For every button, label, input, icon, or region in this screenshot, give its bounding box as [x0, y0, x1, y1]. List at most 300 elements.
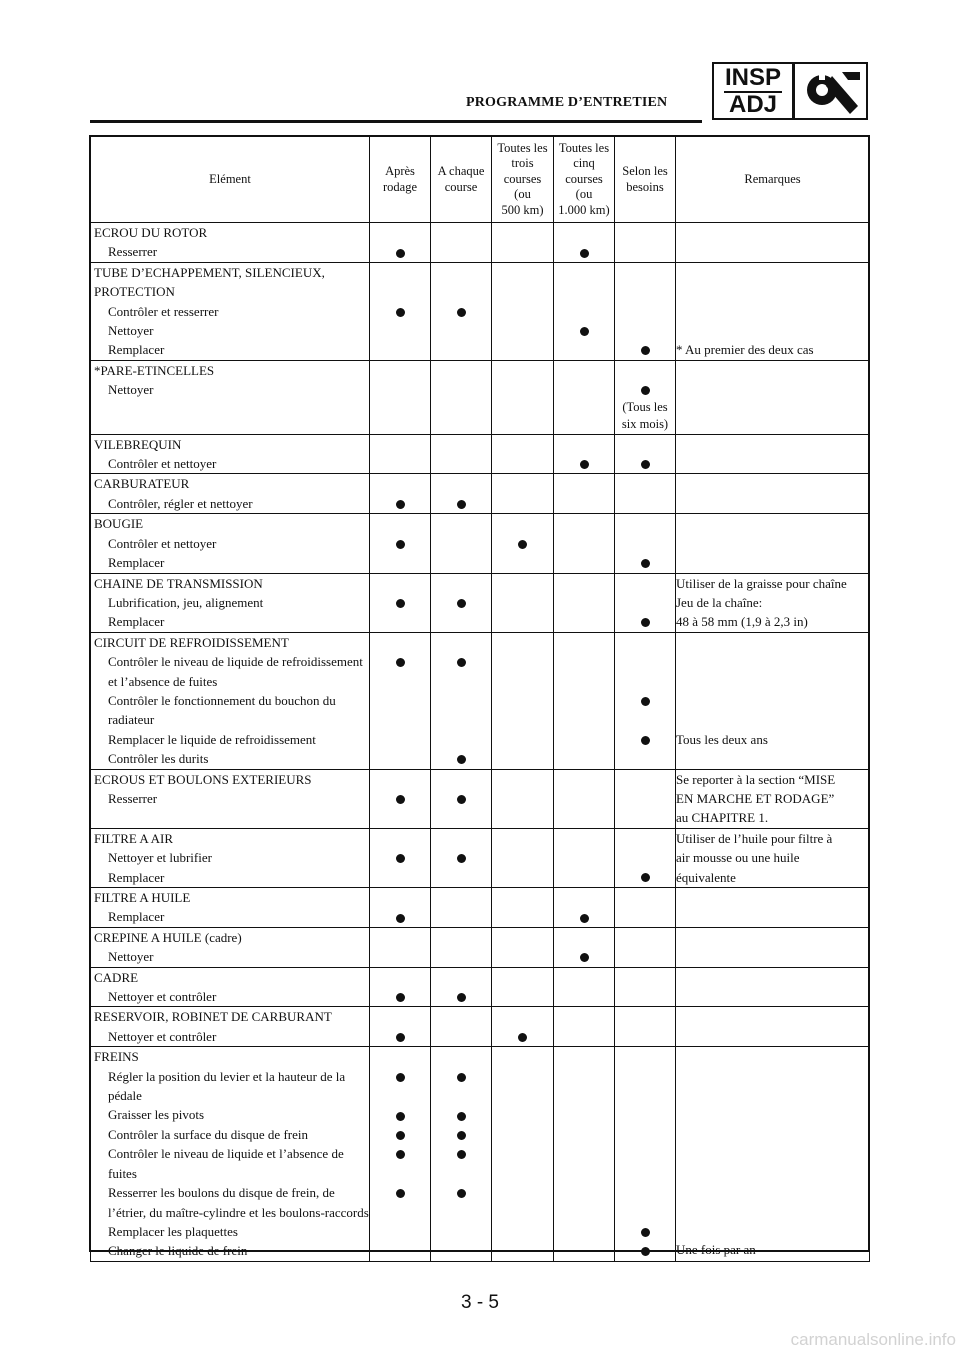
- interval-cell: [615, 632, 676, 769]
- bullet-mark: [396, 249, 405, 258]
- mark-slot: [554, 321, 614, 340]
- interval-cell: [492, 1047, 554, 1261]
- page-title: PROGRAMME D’ENTRETIEN: [466, 95, 668, 110]
- remark-line: Une fois par an: [676, 1242, 756, 1258]
- interval-cell: [431, 888, 492, 928]
- table-row: [91, 434, 870, 474]
- remark-slot: [676, 1105, 869, 1124]
- title-spacer: [615, 361, 675, 380]
- bullet-mark: [457, 854, 466, 863]
- remarks-cell: [676, 514, 870, 573]
- mark-slot: [554, 947, 614, 966]
- title-spacer: [615, 514, 675, 533]
- task-label: Graisser les pivots: [108, 1107, 205, 1123]
- interval-cell: [370, 632, 431, 769]
- bullet-mark: [641, 386, 650, 395]
- remark-slot: [676, 454, 869, 473]
- title-spacer: [554, 574, 614, 593]
- title-spacer: [676, 514, 869, 533]
- interval-cell: [554, 434, 615, 474]
- interval-cell: [370, 828, 431, 887]
- interval-cell: [492, 360, 554, 434]
- column-header-line: Elément: [209, 171, 251, 186]
- interval-cell: [370, 1047, 431, 1261]
- mark-slot: [492, 730, 553, 749]
- task-label: Contrôler et nettoyer: [108, 535, 217, 551]
- bullet-mark: [396, 1131, 405, 1140]
- interval-cell: [615, 769, 676, 828]
- mark-slot: [492, 1240, 553, 1259]
- title-spacer: [370, 829, 430, 848]
- interval-cell: [554, 888, 615, 928]
- section-title: BOUGIE: [94, 516, 144, 532]
- remarks-cell: [676, 927, 870, 967]
- mark-slot: [615, 1182, 675, 1221]
- title-spacer: [492, 928, 553, 947]
- column-header-line: cinq: [573, 156, 595, 171]
- interval-cell: [615, 474, 676, 514]
- column-header-6: [676, 137, 870, 223]
- remark-line: EN MARCHE ET RODAGE”: [676, 790, 835, 806]
- column-header-line: courses: [503, 171, 542, 186]
- task-label: Nettoyer: [108, 949, 154, 965]
- column-header-line: Selon les: [622, 164, 668, 178]
- mark-slot: [370, 1143, 430, 1182]
- bullet-mark: [396, 914, 405, 923]
- remark-line: Utiliser de l’huile pour filtre à: [676, 830, 833, 846]
- title-spacer: [554, 1007, 614, 1026]
- mark-slot: [431, 1182, 491, 1221]
- bullet-mark: [580, 249, 589, 258]
- mark-slot: [431, 789, 491, 808]
- mark-slot: [615, 987, 675, 1006]
- mark-slot: [492, 907, 553, 926]
- interval-cell: [615, 967, 676, 1007]
- remark-slot: [676, 380, 869, 399]
- bullet-mark: [580, 914, 589, 923]
- section-title: ECROU DU ROTOR: [94, 225, 208, 240]
- title-spacer: [554, 829, 614, 848]
- interval-cell: [554, 769, 615, 828]
- remarks-cell: [676, 1007, 870, 1047]
- mark-slot: [615, 789, 675, 808]
- mark-slot: [492, 1182, 553, 1221]
- mark-slot: [370, 593, 430, 612]
- task-label: Remplacer le liquide de refroidissement: [108, 731, 316, 747]
- task-label: Remplacer: [108, 342, 165, 358]
- column-header-line: A chaque: [437, 164, 485, 178]
- mark-slot: [615, 302, 675, 321]
- interval-cell: [554, 474, 615, 514]
- interval-cell: [492, 1007, 554, 1047]
- mark-slot: [492, 749, 553, 768]
- mark-slot: [431, 321, 491, 340]
- remark-slot: [676, 493, 869, 512]
- element-cell: [91, 514, 370, 573]
- mark-slot: [492, 848, 553, 867]
- wrench-icon: [796, 66, 866, 118]
- mark-slot: [370, 1105, 430, 1124]
- mark-slot: [370, 612, 430, 631]
- mark-slot: [370, 848, 430, 867]
- title-spacer: [370, 888, 430, 907]
- table-header-row: [91, 137, 870, 223]
- bullet-mark: [457, 1189, 466, 1198]
- bullet-mark: [457, 308, 466, 317]
- interval-cell: [615, 828, 676, 887]
- column-header-line: course: [444, 179, 478, 194]
- mark-slot: [370, 242, 430, 261]
- remarks-cell: [676, 1047, 870, 1261]
- remark-slot: [676, 1182, 869, 1221]
- task-label: Lubrification, jeu, alignement: [108, 594, 264, 610]
- title-spacer: [676, 361, 869, 380]
- bullet-mark: [396, 1073, 405, 1082]
- mark-slot: [492, 321, 553, 340]
- mark-slot: [554, 533, 614, 552]
- title-spacer: [431, 888, 491, 907]
- title-spacer: [370, 514, 430, 533]
- title-spacer: [554, 928, 614, 947]
- title-spacer: [431, 770, 491, 789]
- remark-line: 48 à 58 mm (1,9 à 2,3 in): [676, 614, 808, 630]
- mark-slot: [370, 730, 430, 749]
- table-row: [91, 888, 870, 928]
- section-title: CHAINE DE TRANSMISSION: [94, 575, 263, 591]
- interval-cell: [431, 434, 492, 474]
- mark-slot: [615, 1066, 675, 1105]
- mark-slot: [492, 691, 553, 730]
- mark-slot: [554, 1066, 614, 1105]
- mark-slot: [615, 1240, 675, 1259]
- remark-slot: [676, 321, 869, 340]
- mark-slot: [431, 302, 491, 321]
- interval-cell: [492, 514, 554, 573]
- watermark: carmanualsonline.info: [790, 1330, 956, 1349]
- bullet-mark: [457, 658, 466, 667]
- mark-slot: [615, 749, 675, 768]
- remark-slot: [676, 947, 869, 966]
- column-header-line: 500 km): [501, 202, 544, 217]
- mark-slot: [554, 612, 614, 631]
- element-cell: [91, 828, 370, 887]
- title-spacer: [676, 888, 869, 907]
- remark-slot: [676, 691, 869, 730]
- mark-slot: [615, 612, 675, 631]
- mark-slot: [615, 947, 675, 966]
- mark-slot: [554, 907, 614, 926]
- remarks-cell: [676, 573, 870, 632]
- task-label: Nettoyer: [108, 323, 154, 339]
- column-header-line: rodage: [382, 179, 417, 194]
- remark-slot: [676, 1066, 869, 1105]
- interval-cell: [431, 514, 492, 573]
- remarks-cell: [676, 888, 870, 928]
- remarks-cell: [676, 223, 870, 263]
- interval-cell: [615, 1007, 676, 1047]
- title-spacer: [676, 928, 869, 947]
- element-cell: [91, 927, 370, 967]
- mark-slot: [431, 987, 491, 1006]
- mark-slot: [370, 1182, 430, 1221]
- mark-slot: [492, 533, 553, 552]
- mark-slot: [431, 380, 491, 399]
- mark-slot: [554, 1240, 614, 1259]
- bullet-mark: [396, 795, 405, 804]
- mark-slot: [370, 867, 430, 886]
- title-spacer: [615, 888, 675, 907]
- title-spacer: [676, 435, 869, 454]
- title-spacer: [615, 223, 675, 242]
- bullet-mark: [457, 599, 466, 608]
- bullet-mark: [457, 1073, 466, 1082]
- table-row: [91, 573, 870, 632]
- interval-cell: [370, 514, 431, 573]
- mark-slot: [492, 552, 553, 571]
- title-spacer: [676, 968, 869, 987]
- mark-slot: [554, 302, 614, 321]
- title-spacer: [676, 633, 869, 652]
- title-spacer: [370, 1047, 430, 1066]
- mark-slot: [431, 454, 491, 473]
- title-spacer: [492, 263, 553, 302]
- element-cell: [91, 1047, 370, 1261]
- title-spacer: [554, 223, 614, 242]
- mark-slot: [370, 652, 430, 691]
- title-spacer: [431, 474, 491, 493]
- column-header-5: [615, 137, 676, 223]
- interval-cell: [615, 1047, 676, 1261]
- title-spacer: [370, 435, 430, 454]
- mark-slot: [431, 612, 491, 631]
- mark-slot: [492, 1026, 553, 1045]
- title-spacer: [431, 1007, 491, 1026]
- interval-cell: [554, 262, 615, 360]
- section-title: *PARE-ETINCELLES: [94, 362, 215, 378]
- table-row: [91, 360, 870, 434]
- task-label: Remplacer: [108, 555, 165, 571]
- table-row: [91, 262, 870, 360]
- bullet-mark: [396, 1033, 405, 1042]
- mark-slot: [431, 947, 491, 966]
- title-spacer: [676, 1047, 869, 1066]
- mark-slot: [492, 652, 553, 691]
- section-title: FREINS: [94, 1049, 139, 1065]
- bullet-mark: [641, 460, 650, 469]
- table-row: [91, 514, 870, 573]
- bullet-mark: [641, 618, 650, 627]
- mark-slot: [615, 1221, 675, 1240]
- title-spacer: [431, 1047, 491, 1066]
- column-header-line: (ou: [575, 187, 593, 202]
- mark-slot: [615, 1143, 675, 1182]
- interval-cell: [370, 262, 431, 360]
- table-row: [91, 1047, 870, 1261]
- element-cell: [91, 888, 370, 928]
- task-label: Remplacer: [108, 614, 165, 630]
- interval-cell: [554, 967, 615, 1007]
- mark-slot: [615, 593, 675, 612]
- title-spacer: [615, 633, 675, 652]
- table-row: [91, 474, 870, 514]
- bullet-mark: [641, 346, 650, 355]
- mark-slot: [431, 1221, 491, 1240]
- table-row: [91, 223, 870, 263]
- task-label: Resserrer: [108, 790, 158, 806]
- task-label: Nettoyer et lubrifier: [108, 850, 212, 866]
- column-header-line: Remarques: [744, 171, 801, 186]
- title-spacer: [676, 263, 869, 302]
- mark-slot: [370, 340, 430, 359]
- interval-cell: [492, 828, 554, 887]
- element-cell: [91, 360, 370, 434]
- mark-slot: [370, 749, 430, 768]
- interval-cell: [492, 573, 554, 632]
- mark-slot: [492, 593, 553, 612]
- title-spacer: [615, 829, 675, 848]
- title-spacer: [370, 928, 430, 947]
- mark-slot: [431, 340, 491, 359]
- mark-slot: [431, 533, 491, 552]
- badge-insp-label: INSP: [724, 64, 781, 91]
- mark-slot: [615, 380, 675, 399]
- title-spacer: [676, 474, 869, 493]
- bullet-mark: [641, 1228, 650, 1237]
- mark-slot: [615, 1026, 675, 1045]
- bullet-mark: [457, 755, 466, 764]
- title-spacer: [554, 888, 614, 907]
- interval-cell: [554, 360, 615, 434]
- element-cell: [91, 769, 370, 828]
- mark-slot: [492, 612, 553, 631]
- bullet-mark: [396, 993, 405, 1002]
- remarks-cell: [676, 967, 870, 1007]
- title-spacer: [370, 770, 430, 789]
- remark-slot: [676, 987, 869, 1006]
- interval-cell: [554, 1047, 615, 1261]
- mark-slot: [615, 730, 675, 749]
- interval-cell: [554, 927, 615, 967]
- title-spacer: [431, 263, 491, 302]
- mark-slot: [492, 302, 553, 321]
- interval-cell: [492, 927, 554, 967]
- table-row: [91, 828, 870, 887]
- title-spacer: [615, 574, 675, 593]
- title-spacer: [492, 435, 553, 454]
- remark-line: équivalente: [676, 869, 736, 885]
- mark-slot: [554, 1221, 614, 1240]
- mark-slot: [554, 340, 614, 359]
- mark-slot: [431, 1240, 491, 1259]
- interval-cell: [431, 223, 492, 263]
- section-title: CREPINE A HUILE (cadre): [94, 929, 242, 945]
- title-spacer: [615, 435, 675, 454]
- title-spacer: [370, 633, 430, 652]
- interval-cell: [492, 474, 554, 514]
- remark-line: Jeu de la chaîne:: [676, 594, 763, 610]
- remark-slot: [676, 652, 869, 691]
- mark-slot: [615, 454, 675, 473]
- title-spacer: [431, 223, 491, 242]
- mark-slot: [431, 867, 491, 886]
- interval-cell: [431, 474, 492, 514]
- mark-slot: [431, 242, 491, 261]
- section-title: VILEBREQUIN: [94, 436, 182, 452]
- table-row: [91, 1007, 870, 1047]
- bullet-mark: [518, 540, 527, 549]
- mark-slot: [370, 789, 430, 808]
- title-spacer: [492, 770, 553, 789]
- interval-cell: [370, 434, 431, 474]
- bullet-mark: [641, 697, 650, 706]
- mark-slot: [431, 593, 491, 612]
- title-spacer: [370, 223, 430, 242]
- section-title: RESERVOIR, ROBINET DE CARBURANT: [94, 1009, 332, 1025]
- bullet-mark: [396, 500, 405, 509]
- mark-slot: [615, 242, 675, 261]
- bullet-mark: [641, 873, 650, 882]
- mark-slot: [554, 493, 614, 512]
- title-spacer: [615, 1047, 675, 1066]
- task-label: Contrôler la surface du disque de frein: [108, 1126, 308, 1142]
- bullet-mark: [396, 1150, 405, 1159]
- mark-slot: [492, 454, 553, 473]
- mark-slot: [431, 1143, 491, 1182]
- mark-slot: [554, 848, 614, 867]
- mark-slot: [370, 302, 430, 321]
- mark-slot: [554, 749, 614, 768]
- mark-slot: [370, 691, 430, 730]
- remark-slot: [676, 1143, 869, 1182]
- remark-slot: [676, 552, 869, 571]
- title-spacer: [615, 770, 675, 789]
- mark-slot: [431, 848, 491, 867]
- interval-cell: [492, 223, 554, 263]
- bullet-mark: [580, 327, 589, 336]
- interval-cell: [370, 1007, 431, 1047]
- bullet-mark: [641, 1247, 650, 1256]
- interval-cell: [492, 769, 554, 828]
- mark-slot: [431, 749, 491, 768]
- mark-slot: [615, 340, 675, 359]
- element-cell: [91, 474, 370, 514]
- table-row: [91, 967, 870, 1007]
- mark-slot: [492, 380, 553, 399]
- mark-slot: [370, 321, 430, 340]
- title-spacer: [615, 968, 675, 987]
- section-title: FILTRE A HUILE: [94, 890, 191, 905]
- title-spacer: [492, 574, 553, 593]
- interval-cell: [554, 632, 615, 769]
- interval-cell: [615, 888, 676, 928]
- title-spacer: [431, 928, 491, 947]
- bullet-mark: [396, 854, 405, 863]
- task-label: Changer le liquide de frein: [108, 1243, 248, 1259]
- interval-cell: [615, 434, 676, 474]
- mark-slot: [615, 848, 675, 867]
- mark-slot: [615, 907, 675, 926]
- page-number: 3 - 5: [460, 1292, 500, 1313]
- task-label: Nettoyer: [108, 382, 154, 398]
- mark-slot: [615, 493, 675, 512]
- mark-slot: [370, 493, 430, 512]
- table-row: [91, 769, 870, 828]
- task-label: Contrôler, régler et nettoyer: [108, 495, 253, 511]
- mark-slot: [492, 867, 553, 886]
- bullet-mark: [396, 599, 405, 608]
- task-label: Remplacer: [108, 869, 165, 885]
- mark-slot: [370, 380, 430, 399]
